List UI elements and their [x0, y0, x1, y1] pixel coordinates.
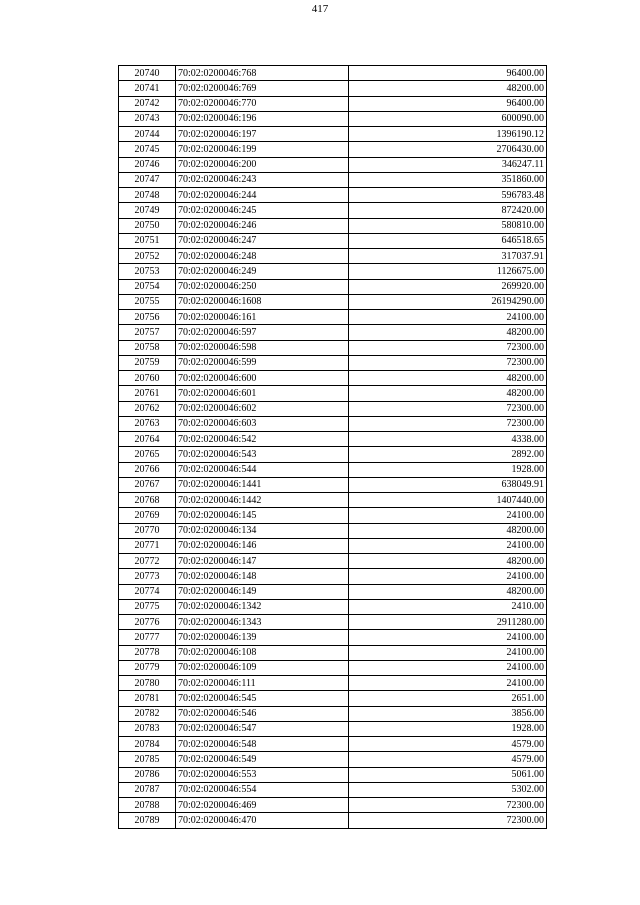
- cadastral-number-cell: 70:02:0200046:161: [176, 310, 349, 325]
- cadastral-number-cell: 70:02:0200046:134: [176, 523, 349, 538]
- row-number-cell: 20758: [119, 340, 176, 355]
- cadastral-value-cell: 4579.00: [349, 737, 547, 752]
- row-number-cell: 20766: [119, 462, 176, 477]
- row-number-cell: 20788: [119, 798, 176, 813]
- cadastral-value-cell: 48200.00: [349, 81, 547, 96]
- cadastral-value-cell: 72300.00: [349, 813, 547, 828]
- table-row: [119, 645, 547, 660]
- cadastral-number-cell: 70:02:0200046:543: [176, 447, 349, 462]
- row-number-cell: 20750: [119, 218, 176, 233]
- cadastral-number-cell: 70:02:0200046:249: [176, 264, 349, 279]
- cadastral-value-cell: 72300.00: [349, 416, 547, 431]
- cadastral-value-cell: 96400.00: [349, 66, 547, 81]
- cadastral-value-cell: 26194290.00: [349, 294, 547, 309]
- row-number-cell: 20783: [119, 721, 176, 736]
- cadastral-number-cell: 70:02:0200046:553: [176, 767, 349, 782]
- table-row: [119, 782, 547, 797]
- cadastral-number-cell: 70:02:0200046:197: [176, 127, 349, 142]
- cadastral-number-cell: 70:02:0200046:111: [176, 676, 349, 691]
- row-number-cell: 20768: [119, 493, 176, 508]
- table-row: [119, 721, 547, 736]
- cadastral-value-cell: 72300.00: [349, 401, 547, 416]
- row-number-cell: 20743: [119, 111, 176, 126]
- cadastral-number-cell: 70:02:0200046:139: [176, 630, 349, 645]
- row-number-cell: 20776: [119, 615, 176, 630]
- table-row: [119, 569, 547, 584]
- table-row: [119, 416, 547, 431]
- cadastral-value-cell: 269920.00: [349, 279, 547, 294]
- row-number-cell: 20754: [119, 279, 176, 294]
- table-row: [119, 538, 547, 553]
- cadastral-value-cell: 72300.00: [349, 340, 547, 355]
- row-number-cell: 20767: [119, 477, 176, 492]
- cadastral-number-cell: 70:02:0200046:246: [176, 218, 349, 233]
- row-number-cell: 20759: [119, 355, 176, 370]
- cadastral-value-cell: 1928.00: [349, 721, 547, 736]
- row-number-cell: 20775: [119, 599, 176, 614]
- table-row: [119, 447, 547, 462]
- table-row: [119, 96, 547, 111]
- row-number-cell: 20753: [119, 264, 176, 279]
- row-number-cell: 20770: [119, 523, 176, 538]
- table-row: [119, 493, 547, 508]
- table-row: [119, 310, 547, 325]
- row-number-cell: 20765: [119, 447, 176, 462]
- table-row: [119, 584, 547, 599]
- table-row: [119, 172, 547, 187]
- cadastral-number-cell: 70:02:0200046:600: [176, 371, 349, 386]
- cadastral-value-cell: 72300.00: [349, 355, 547, 370]
- cadastral-number-cell: 70:02:0200046:1441: [176, 477, 349, 492]
- cadastral-number-cell: 70:02:0200046:545: [176, 691, 349, 706]
- row-number-cell: 20744: [119, 127, 176, 142]
- cadastral-number-cell: 70:02:0200046:1608: [176, 294, 349, 309]
- cadastral-value-cell: 24100.00: [349, 660, 547, 675]
- cadastral-number-cell: 70:02:0200046:1442: [176, 493, 349, 508]
- row-number-cell: 20773: [119, 569, 176, 584]
- cadastral-number-cell: 70:02:0200046:108: [176, 645, 349, 660]
- table-row: [119, 599, 547, 614]
- table-row: [119, 767, 547, 782]
- row-number-cell: 20756: [119, 310, 176, 325]
- row-number-cell: 20774: [119, 584, 176, 599]
- table-row: [119, 340, 547, 355]
- row-number-cell: 20755: [119, 294, 176, 309]
- cadastral-number-cell: 70:02:0200046:554: [176, 782, 349, 797]
- row-number-cell: 20763: [119, 416, 176, 431]
- cadastral-value-cell: 1396190.12: [349, 127, 547, 142]
- table-row: [119, 523, 547, 538]
- cadastral-number-cell: 70:02:0200046:768: [176, 66, 349, 81]
- table-row: [119, 264, 547, 279]
- cadastral-number-cell: 70:02:0200046:603: [176, 416, 349, 431]
- cadastral-value-cell: 346247.11: [349, 157, 547, 172]
- cadastral-number-cell: 70:02:0200046:200: [176, 157, 349, 172]
- cadastral-value-cell: 5061.00: [349, 767, 547, 782]
- table-row: [119, 233, 547, 248]
- table-row: [119, 706, 547, 721]
- cadastral-value-table: [118, 65, 547, 829]
- cadastral-number-cell: 70:02:0200046:470: [176, 813, 349, 828]
- row-number-cell: 20780: [119, 676, 176, 691]
- cadastral-number-cell: 70:02:0200046:109: [176, 660, 349, 675]
- table-row: [119, 615, 547, 630]
- cadastral-number-cell: 70:02:0200046:244: [176, 188, 349, 203]
- row-number-cell: 20762: [119, 401, 176, 416]
- cadastral-value-cell: 1928.00: [349, 462, 547, 477]
- row-number-cell: 20745: [119, 142, 176, 157]
- table-row: [119, 630, 547, 645]
- cadastral-value-cell: 48200.00: [349, 523, 547, 538]
- cadastral-value-cell: 2410.00: [349, 599, 547, 614]
- cadastral-number-cell: 70:02:0200046:149: [176, 584, 349, 599]
- table-row: [119, 66, 547, 81]
- table-row: [119, 401, 547, 416]
- row-number-cell: 20772: [119, 554, 176, 569]
- cadastral-value-cell: 2911280.00: [349, 615, 547, 630]
- table-row: [119, 462, 547, 477]
- cadastral-number-cell: 70:02:0200046:544: [176, 462, 349, 477]
- cadastral-number-cell: 70:02:0200046:597: [176, 325, 349, 340]
- cadastral-value-cell: 24100.00: [349, 645, 547, 660]
- row-number-cell: 20749: [119, 203, 176, 218]
- table-row: [119, 81, 547, 96]
- table-row: [119, 355, 547, 370]
- cadastral-number-cell: 70:02:0200046:145: [176, 508, 349, 523]
- table-row: [119, 691, 547, 706]
- row-number-cell: 20785: [119, 752, 176, 767]
- table-row: [119, 798, 547, 813]
- cadastral-value-cell: 48200.00: [349, 371, 547, 386]
- cadastral-value-cell: 72300.00: [349, 798, 547, 813]
- page-number: 417: [311, 3, 329, 15]
- row-number-cell: 20782: [119, 706, 176, 721]
- row-number-cell: 20742: [119, 96, 176, 111]
- cadastral-value-cell: 600090.00: [349, 111, 547, 126]
- cadastral-number-cell: 70:02:0200046:247: [176, 233, 349, 248]
- cadastral-value-cell: 3856.00: [349, 706, 547, 721]
- cadastral-value-cell: 872420.00: [349, 203, 547, 218]
- cadastral-value-cell: 580810.00: [349, 218, 547, 233]
- table-row: [119, 142, 547, 157]
- table-row: [119, 294, 547, 309]
- cadastral-number-cell: 70:02:0200046:549: [176, 752, 349, 767]
- table-row: [119, 477, 547, 492]
- cadastral-number-cell: 70:02:0200046:243: [176, 172, 349, 187]
- cadastral-number-cell: 70:02:0200046:769: [176, 81, 349, 96]
- table-row: [119, 386, 547, 401]
- cadastral-value-cell: 596783.48: [349, 188, 547, 203]
- row-number-cell: 20751: [119, 233, 176, 248]
- cadastral-value-cell: 4338.00: [349, 432, 547, 447]
- table-row: [119, 752, 547, 767]
- cadastral-number-cell: 70:02:0200046:1343: [176, 615, 349, 630]
- cadastral-value-cell: 48200.00: [349, 554, 547, 569]
- row-number-cell: 20746: [119, 157, 176, 172]
- cadastral-value-cell: 48200.00: [349, 584, 547, 599]
- row-number-cell: 20787: [119, 782, 176, 797]
- cadastral-value-cell: 2651.00: [349, 691, 547, 706]
- table-row: [119, 203, 547, 218]
- row-number-cell: 20748: [119, 188, 176, 203]
- table-row: [119, 157, 547, 172]
- row-number-cell: 20760: [119, 371, 176, 386]
- cadastral-value-cell: 317037.91: [349, 249, 547, 264]
- row-number-cell: 20752: [119, 249, 176, 264]
- cadastral-value-cell: 1126675.00: [349, 264, 547, 279]
- cadastral-value-cell: 24100.00: [349, 676, 547, 691]
- row-number-cell: 20786: [119, 767, 176, 782]
- cadastral-value-cell: 5302.00: [349, 782, 547, 797]
- row-number-cell: 20777: [119, 630, 176, 645]
- cadastral-number-cell: 70:02:0200046:469: [176, 798, 349, 813]
- cadastral-number-cell: 70:02:0200046:248: [176, 249, 349, 264]
- cadastral-number-cell: 70:02:0200046:250: [176, 279, 349, 294]
- cadastral-number-cell: 70:02:0200046:548: [176, 737, 349, 752]
- table-row: [119, 279, 547, 294]
- table-row: [119, 737, 547, 752]
- cadastral-value-cell: 24100.00: [349, 508, 547, 523]
- cadastral-value-cell: 24100.00: [349, 569, 547, 584]
- cadastral-number-cell: 70:02:0200046:770: [176, 96, 349, 111]
- row-number-cell: 20784: [119, 737, 176, 752]
- table-row: [119, 127, 547, 142]
- row-number-cell: 20747: [119, 172, 176, 187]
- cadastral-value-cell: 24100.00: [349, 310, 547, 325]
- row-number-cell: 20778: [119, 645, 176, 660]
- row-number-cell: 20769: [119, 508, 176, 523]
- row-number-cell: 20781: [119, 691, 176, 706]
- cadastral-value-cell: 48200.00: [349, 325, 547, 340]
- cadastral-number-cell: 70:02:0200046:147: [176, 554, 349, 569]
- cadastral-number-cell: 70:02:0200046:601: [176, 386, 349, 401]
- cadastral-number-cell: 70:02:0200046:547: [176, 721, 349, 736]
- table-body: [119, 66, 547, 829]
- cadastral-value-cell: 2706430.00: [349, 142, 547, 157]
- cadastral-number-cell: 70:02:0200046:599: [176, 355, 349, 370]
- cadastral-number-cell: 70:02:0200046:602: [176, 401, 349, 416]
- row-number-cell: 20741: [119, 81, 176, 96]
- table-row: [119, 508, 547, 523]
- cadastral-value-cell: 24100.00: [349, 630, 547, 645]
- cadastral-value-cell: 351860.00: [349, 172, 547, 187]
- table-row: [119, 249, 547, 264]
- cadastral-number-cell: 70:02:0200046:196: [176, 111, 349, 126]
- cadastral-number-cell: 70:02:0200046:598: [176, 340, 349, 355]
- table-row: [119, 554, 547, 569]
- row-number-cell: 20764: [119, 432, 176, 447]
- table-row: [119, 660, 547, 675]
- table-row: [119, 218, 547, 233]
- cadastral-value-cell: 1407440.00: [349, 493, 547, 508]
- row-number-cell: 20771: [119, 538, 176, 553]
- table-row: [119, 432, 547, 447]
- cadastral-value-cell: 48200.00: [349, 386, 547, 401]
- table-row: [119, 676, 547, 691]
- cadastral-value-cell: 96400.00: [349, 96, 547, 111]
- row-number-cell: 20757: [119, 325, 176, 340]
- cadastral-number-cell: 70:02:0200046:245: [176, 203, 349, 218]
- cadastral-number-cell: 70:02:0200046:146: [176, 538, 349, 553]
- cadastral-value-cell: 638049.91: [349, 477, 547, 492]
- row-number-cell: 20779: [119, 660, 176, 675]
- cadastral-number-cell: 70:02:0200046:148: [176, 569, 349, 584]
- table-row: [119, 325, 547, 340]
- row-number-cell: 20789: [119, 813, 176, 828]
- cadastral-value-cell: 24100.00: [349, 538, 547, 553]
- cadastral-number-cell: 70:02:0200046:199: [176, 142, 349, 157]
- table-row: [119, 188, 547, 203]
- cadastral-value-cell: 4579.00: [349, 752, 547, 767]
- row-number-cell: 20761: [119, 386, 176, 401]
- cadastral-number-cell: 70:02:0200046:542: [176, 432, 349, 447]
- table-row: [119, 371, 547, 386]
- cadastral-number-cell: 70:02:0200046:1342: [176, 599, 349, 614]
- table-row: [119, 813, 547, 828]
- cadastral-value-cell: 646518.65: [349, 233, 547, 248]
- table-row: [119, 111, 547, 126]
- cadastral-value-cell: 2892.00: [349, 447, 547, 462]
- cadastral-number-cell: 70:02:0200046:546: [176, 706, 349, 721]
- row-number-cell: 20740: [119, 66, 176, 81]
